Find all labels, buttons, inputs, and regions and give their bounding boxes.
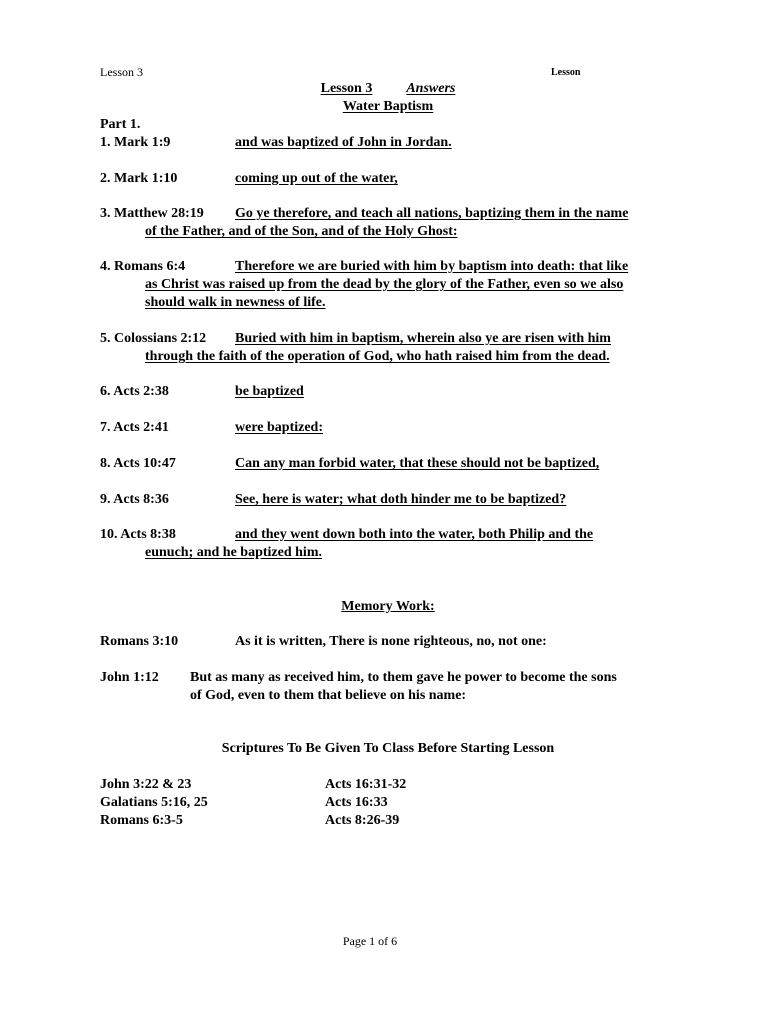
item-ref: 4. Romans 6:4 — [100, 259, 186, 274]
lesson-topic: Water Baptism — [342, 99, 434, 114]
scripture-ref: Romans 6:3-5 — [100, 813, 183, 828]
scriptures-heading: Scriptures To Be Given To Class Before Starting Lesson — [221, 741, 555, 756]
item-text: Therefore we are buried with him by baptism into death: that like — [235, 259, 629, 274]
item-text: eunuch; and he baptized him. — [145, 545, 322, 560]
item-ref: 6. Acts 2:38 — [100, 384, 169, 399]
scripture-ref: Acts 16:33 — [325, 795, 388, 810]
item-text: See, here is water; what doth hinder me to be baptized? — [235, 492, 567, 507]
lesson-number: Lesson 3 — [320, 81, 373, 96]
item-ref: 3. Matthew 28:19 — [100, 206, 204, 221]
item-text: were baptized: — [235, 420, 323, 435]
item-text: as Christ was raised up from the dead by the glory of the Father, even so we also — [145, 277, 624, 292]
item-text: should walk in newness of life. — [145, 295, 326, 310]
scripture-ref: Galatians 5:16, 25 — [100, 795, 208, 810]
item-ref: 7. Acts 2:41 — [100, 420, 169, 435]
memory-text: As it is written, There is none righteous, no, not one: — [235, 634, 547, 649]
item-ref: 9. Acts 8:36 — [100, 492, 169, 507]
item-ref: 8. Acts 10:47 — [100, 456, 176, 471]
item-text: Go ye therefore, and teach all nations, baptizing them in the name — [235, 206, 629, 221]
item-text: Can any man forbid water, that these should not be baptized, — [235, 456, 600, 471]
item-ref: 5. Colossians 2:12 — [100, 331, 207, 346]
item-ref: 1. Mark 1:9 — [100, 135, 171, 150]
lesson-title — [0, 81, 768, 97]
item-text: Buried with him in baptism, wherein also ye are risen with him — [235, 331, 611, 346]
part-label: Part 1. — [100, 117, 141, 132]
memory-heading: Memory Work: — [341, 599, 435, 614]
header-left: Lesson 3 — [100, 65, 143, 79]
memory-text: But as many as received him, to them gave he power to become the sons — [190, 670, 617, 685]
memory-ref: John 1:12 — [100, 670, 159, 685]
item-text: be baptized — [235, 384, 304, 399]
memory-text: of God, even to them that believe on his name: — [190, 688, 467, 703]
answers-label: Answers — [406, 81, 456, 96]
scripture-ref: John 3:22 & 23 — [100, 777, 192, 792]
item-text: and they went down both into the water, both Philip and the — [235, 527, 594, 542]
scripture-ref: Acts 8:26-39 — [325, 813, 400, 828]
memory-ref: Romans 3:10 — [100, 634, 179, 649]
item-ref: 10. Acts 8:38 — [100, 527, 176, 542]
page-footer: Page 1 of 6 — [342, 934, 398, 948]
item-ref: 2. Mark 1:10 — [100, 171, 178, 186]
item-text: and was baptized of John in Jordan. — [235, 135, 452, 150]
item-text: of the Father, and of the Son, and of the Holy Ghost: — [145, 224, 458, 239]
item-text: through the faith of the operation of God, who hath raised him from the dead. — [145, 349, 610, 364]
header-right: Lesson — [551, 67, 581, 78]
item-text: coming up out of the water, — [235, 171, 398, 186]
scripture-ref: Acts 16:31-32 — [325, 777, 407, 792]
